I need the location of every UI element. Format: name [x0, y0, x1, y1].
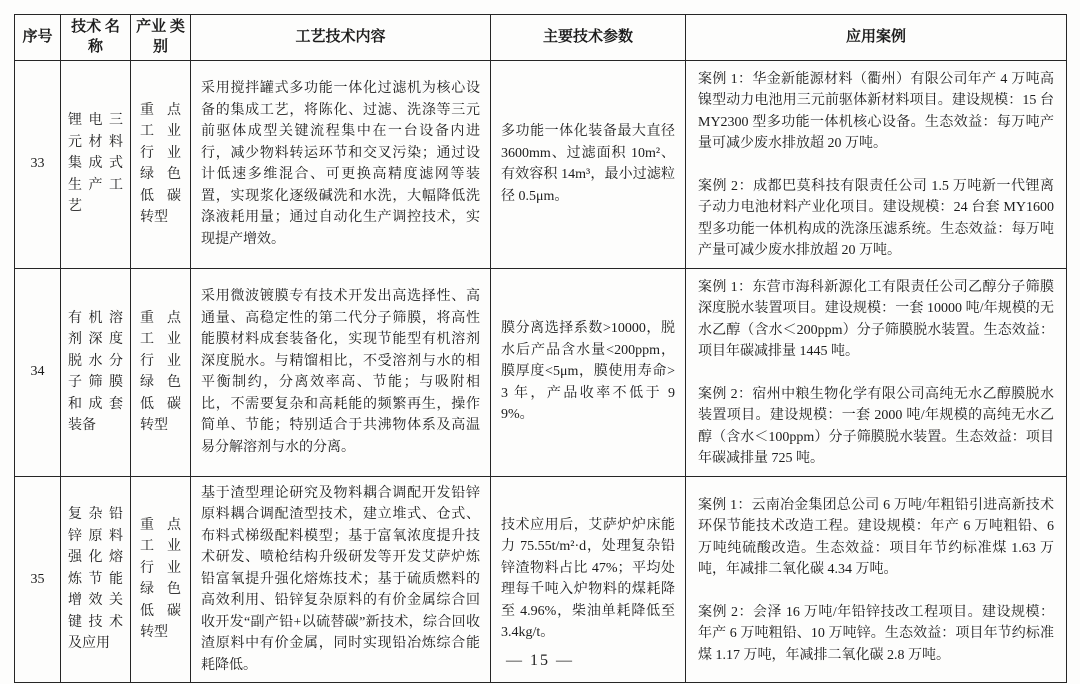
- row-no-cell: 34: [15, 268, 61, 476]
- technology-table: [14, 14, 1067, 683]
- case-paragraph: 案例 2：成都巴莫科技有限责任公司 1.5 万吨新一代锂离子动力电池材料产业化项目。建设规模：24 台套 MY1600 型多功能一体机构成的洗涤压滤系统。生态效益：每万吨产量可减少废水排放超 20 万吨。: [698, 178, 1054, 258]
- table-header-row: [15, 15, 1067, 61]
- industry-category-cell: 重点工业行业绿色低碳转型: [131, 60, 191, 268]
- table-row: [15, 268, 1067, 476]
- row-no-cell: 33: [15, 60, 61, 268]
- case-paragraph: 案例 1：云南冶金集团总公司 6 万吨/年粗铅引进高新技术环保节能技术改造工程。建设规模：年产 6 万吨粗铅、6 万吨纯硫酸改造。生态效益：项目年节约标准煤 1.63 万吨，年减排二氧化碳 4.34 万吨。: [698, 497, 1054, 577]
- industry-category-cell: 重点工业行业绿色低碳转型: [131, 268, 191, 476]
- tech-params-cell: 技术应用后，艾萨炉炉床能力 75.55t/m²·d，处理复杂铅锌渣物料占比 47%；平均处理每千吨入炉物料的煤耗降至 4.96%，柴油单耗降低至 3.4kg/t。: [491, 476, 686, 683]
- col-header-tech-params: 主要技术参数: [491, 15, 686, 61]
- table-row: [15, 60, 1067, 268]
- tech-params-cell: 多功能一体化装备最大直径 3600mm、过滤面积 10m²、有效容积 14m³，最小过滤粒径 0.5μm。: [491, 60, 686, 268]
- col-header-industry-category: 产业 类别: [131, 15, 191, 61]
- process-content-cell: 基于渣型理论研究及物料耦合调配开发铅锌原料耦合调配渣型技术，建立堆式、仓式、布料式梯级配料模型；基于富氧浓度提升技术研发、喷枪结构升级研发等开发艾萨炉炼铅富氧提升强化熔炼技术；基于硫质燃料的高效利用、铅锌复杂原料的有价金属综合回收开发“副产铅+以硫替碳”新技术，综合回收渣原料中有价金属，同时实现铅冶炼综合能耗降低。: [191, 476, 491, 683]
- case-paragraph: 案例 2：宿州中粮生物化学有限公司高纯无水乙醇膜脱水装置项目。建设规模：一套 2000 吨/年规模的高纯无水乙醇（含水＜100ppm）分子筛膜脱水装置。生态效益：项目年碳减排量 725 吨。: [698, 386, 1054, 466]
- case-paragraph: 案例 1：东营市海科新源化工有限责任公司乙醇分子筛膜深度脱水装置项目。建设规模：一套 10000 吨/年规模的无水乙醇（含水＜200ppm）分子筛膜脱水装置。生态效益：项目年碳减排量 1445 吨。: [698, 279, 1054, 359]
- col-header-tech-name: 技术 名称: [61, 15, 131, 61]
- row-no-cell: 35: [15, 476, 61, 683]
- case-paragraph: 案例 1：华金新能源材料（衢州）有限公司年产 4 万吨高镍型动力电池用三元前驱体新材料项目。建设规模：15 台 MY2300 型多功能一体机核心设备。生态效益：每万吨产量可减少废水排放超 20 万吨。: [698, 71, 1054, 151]
- process-content-cell: 采用微波镀膜专有技术开发出高选择性、高通量、高稳定性的第二代分子筛膜，将高性能膜材料成套装备化，实现节能型有机溶剂深度脱水。与精馏相比，不受溶剂与水的相平衡制约，分离效率高、节能；与吸附相比，不需要复杂和高耗能的频繁再生，操作简单、节能；特别适合于共沸物体系及高温易分解溶剂与水的分离。: [191, 268, 491, 476]
- col-header-application-cases: 应用案例: [686, 15, 1067, 61]
- col-header-process-content: 工艺技术内容: [191, 15, 491, 61]
- case-paragraph: 案例 2：会泽 16 万吨/年铅锌技改工程项目。建设规模：年产 6 万吨粗铅、10 万吨锌。生态效益：项目年节约标准煤 1.17 万吨，年减排二氧化碳 2.8 万吨。: [698, 604, 1054, 663]
- industry-category-cell: 重点工业行业绿色低碳转型: [131, 476, 191, 683]
- tech-name-cell: 有机溶剂深度脱水分子筛膜和成套装备: [61, 268, 131, 476]
- page-number: — 15 —: [506, 652, 574, 669]
- tech-name-cell: 锂电三元材料集成式生产工艺: [61, 60, 131, 268]
- application-cases-cell: [686, 268, 1067, 476]
- tech-name-cell: 复杂铅锌原料强化熔炼节能增效关键技术及应用: [61, 476, 131, 683]
- process-content-cell: 采用搅拌罐式多功能一体化过滤机为核心设备的集成工艺，将陈化、过滤、洗涤等三元前驱体成型关键流程集中在一台设备内进行，减少物料转运环节和交叉污染；通过设计低速多维混合、可更换高精度滤网等装置，实现浆化逐级碱洗和水洗，大幅降低洗涤液耗用量；通过自动化生产调控技术，实现提产增效。: [191, 60, 491, 268]
- tech-params-cell: 膜分离选择系数>10000，脱水后产品含水量<200ppm，膜厚度<5μm，膜使用寿命>3 年，产品收率不低于 99%。: [491, 268, 686, 476]
- col-header-no: 序号: [15, 15, 61, 61]
- application-cases-cell: [686, 60, 1067, 268]
